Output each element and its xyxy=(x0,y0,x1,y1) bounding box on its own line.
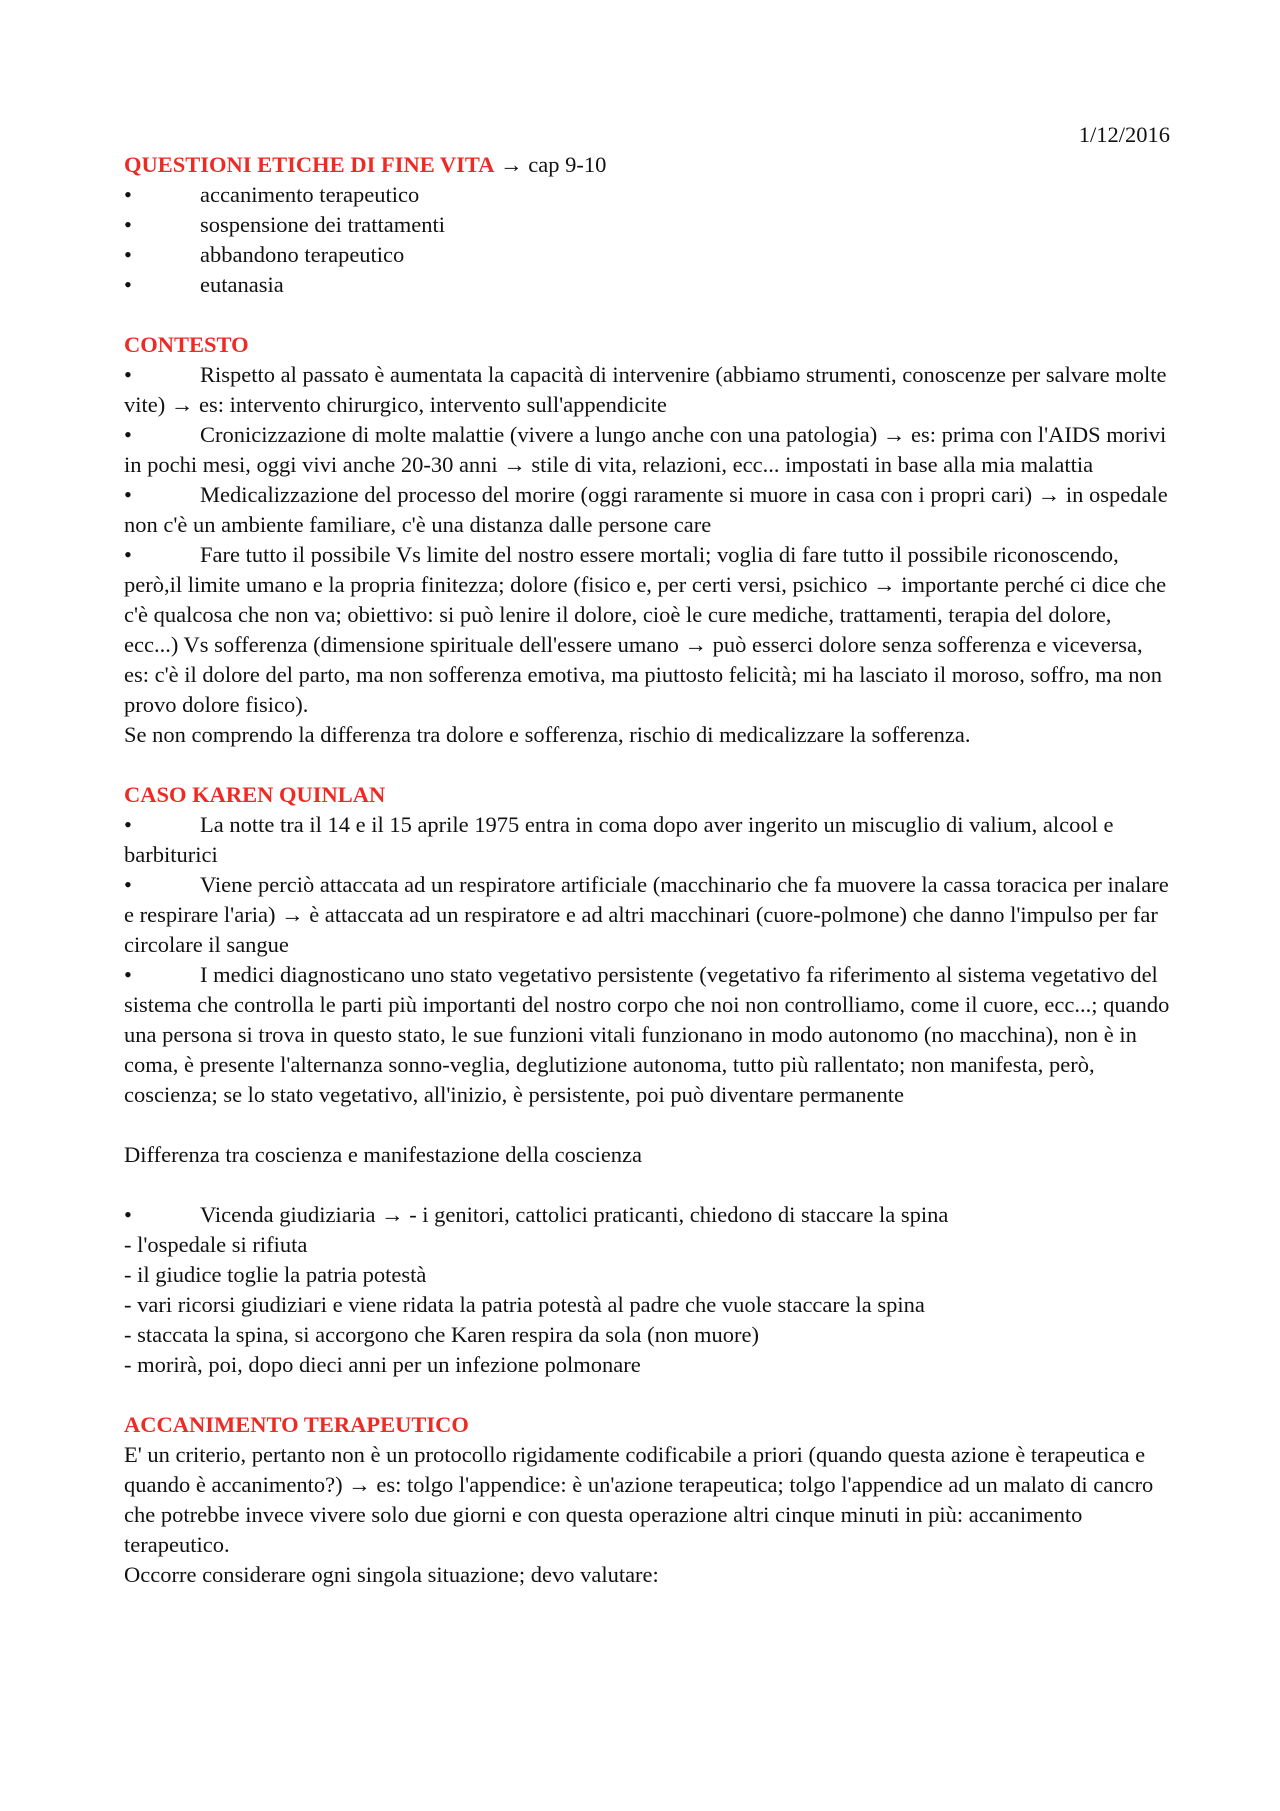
bullet-paragraph xyxy=(124,420,1170,480)
list-item: - vari ricorsi giudiziari e viene ridata la patria potestà al padre che vuole staccare la spina xyxy=(124,1292,925,1317)
bullet-icon: • xyxy=(124,542,132,567)
paragraph-text: Medicalizzazione del processo del morire (oggi raramente si muore in casa con i propri cari) → in ospedale non c'è un ambiente familiare, c'è una distanza dalle persone care xyxy=(124,482,1168,537)
spacer xyxy=(124,750,1170,780)
bullet-paragraph xyxy=(124,360,1170,420)
list-item xyxy=(124,240,1170,270)
bullet-icon: • xyxy=(124,272,132,297)
bullet-paragraph xyxy=(124,960,1170,1110)
paragraph: E' un criterio, pertanto non è un protocollo rigidamente codificabile a priori (quando questa azione è terapeutica e quando è accanimento?) → es: tolgo l'appendice: è un'azione terapeutica; tolgo l'appendice ad un malato di cancro che potrebbe invece vivere solo due giorni e con questa operazione altri cinque minuti in più: accanimento terapeutico. xyxy=(124,1442,1154,1557)
bullet-icon: • xyxy=(124,182,132,207)
list-item-text: eutanasia xyxy=(200,272,284,297)
document-date: 1/12/2016 xyxy=(1078,122,1170,147)
bullet-icon: • xyxy=(124,212,132,237)
title-suffix: → cap 9-10 xyxy=(494,152,607,177)
bullet-paragraph xyxy=(124,1200,1170,1230)
document-title xyxy=(124,150,1170,180)
bullet-icon: • xyxy=(124,422,132,447)
paragraph-text: I medici diagnosticano uno stato vegetativo persistente (vegetativo fa riferimento al sistema vegetativo del sistema che controlla le parti più importanti del nostro corpo che noi non controlliamo, come il cuore, ecc...; quando una persona si trova in questo stato, le sue funzioni vitali funzionano in modo autonomo (no macchina), non è in coma, è presente l'alternanza sonno-veglia, deglutizione autonoma, tutto più rallentato; non manifesta, però, coscienza; se lo stato vegetativo, all'inizio, è persistente, poi può diventare permanente xyxy=(124,962,1170,1107)
list-item-text: accanimento terapeutico xyxy=(200,182,420,207)
paragraph-text: Fare tutto il possibile Vs limite del nostro essere mortali; voglia di fare tutto il possibile riconoscendo, però,il limite umano e la propria finitezza; dolore (fisico e, per certi versi, psichico → importante perché ci dice che c'è qualcosa che non va; obiettivo: si può lenire il dolore, cioè le cure mediche, trattamenti, terapia del dolore, ecc...) Vs sofferenza (dimensione spirituale dell'essere umano → può esserci dolore senza sofferenza e viceversa, es: c'è il dolore del parto, ma non sofferenza emotiva, ma piuttosto felicità; mi ha lasciato il moroso, soffro, ma non provo dolore fisico). xyxy=(124,542,1167,717)
section-heading-karen: CASO KAREN QUINLAN xyxy=(124,782,386,807)
spacer xyxy=(124,1110,1170,1140)
bullet-icon: • xyxy=(124,482,132,507)
title-heading: QUESTIONI ETICHE DI FINE VITA xyxy=(124,152,495,177)
paragraph: Differenza tra coscienza e manifestazione della coscienza xyxy=(124,1142,643,1167)
bullet-icon: • xyxy=(124,872,132,897)
bullet-icon: • xyxy=(124,242,132,267)
section-heading-accanimento: ACCANIMENTO TERAPEUTICO xyxy=(124,1412,469,1437)
paragraph-text: Cronicizzazione di molte malattie (vivere a lungo anche con una patologia) → es: prima con l'AIDS morivi in pochi mesi, oggi vivi anche 20-30 anni → stile di vita, relazioni, ecc... impostati in base alla mia malattia xyxy=(124,422,1167,477)
list-item: - morirà, poi, dopo dieci anni per un infezione polmonare xyxy=(124,1352,641,1377)
section-heading-contesto: CONTESTO xyxy=(124,332,249,357)
bullet-paragraph xyxy=(124,810,1170,870)
bullet-paragraph xyxy=(124,480,1170,540)
list-item xyxy=(124,270,1170,300)
list-item xyxy=(124,180,1170,210)
list-item: - l'ospedale si rifiuta xyxy=(124,1232,308,1257)
bullet-icon: • xyxy=(124,1202,132,1227)
paragraph-text: Rispetto al passato è aumentata la capacità di intervenire (abbiamo strumenti, conoscenze per salvare molte vite) → es: intervento chirurgico, intervento sull'appendicite xyxy=(124,362,1167,417)
list-item-text: sospensione dei trattamenti xyxy=(200,212,445,237)
paragraph-text: Vicenda giudiziaria → - i genitori, cattolici praticanti, chiedono di staccare la spina xyxy=(200,1202,949,1227)
paragraph: Occorre considerare ogni singola situazione; devo valutare: xyxy=(124,1562,659,1587)
list-item xyxy=(124,210,1170,240)
document-page xyxy=(124,120,1170,1590)
paragraph: Se non comprendo la differenza tra dolore e sofferenza, rischio di medicalizzare la sofferenza. xyxy=(124,722,971,747)
bullet-paragraph xyxy=(124,870,1170,960)
spacer xyxy=(124,1380,1170,1410)
spacer xyxy=(124,1170,1170,1200)
list-item: - staccata la spina, si accorgono che Karen respira da sola (non muore) xyxy=(124,1322,759,1347)
paragraph-text: Viene perciò attaccata ad un respiratore artificiale (macchinario che fa muovere la cassa toracica per inalare e respirare l'aria) → è attaccata ad un respiratore e ad altri macchinari (cuore-polmone) che danno l'impulso per far circolare il sangue xyxy=(124,872,1169,957)
list-item-text: abbandono terapeutico xyxy=(200,242,405,267)
list-item: - il giudice toglie la patria potestà xyxy=(124,1262,427,1287)
paragraph-text: La notte tra il 14 e il 15 aprile 1975 entra in coma dopo aver ingerito un miscuglio di valium, alcool e barbiturici xyxy=(124,812,1114,867)
bullet-icon: • xyxy=(124,812,132,837)
bullet-icon: • xyxy=(124,362,132,387)
spacer xyxy=(124,300,1170,330)
bullet-paragraph xyxy=(124,540,1170,720)
bullet-icon: • xyxy=(124,962,132,987)
